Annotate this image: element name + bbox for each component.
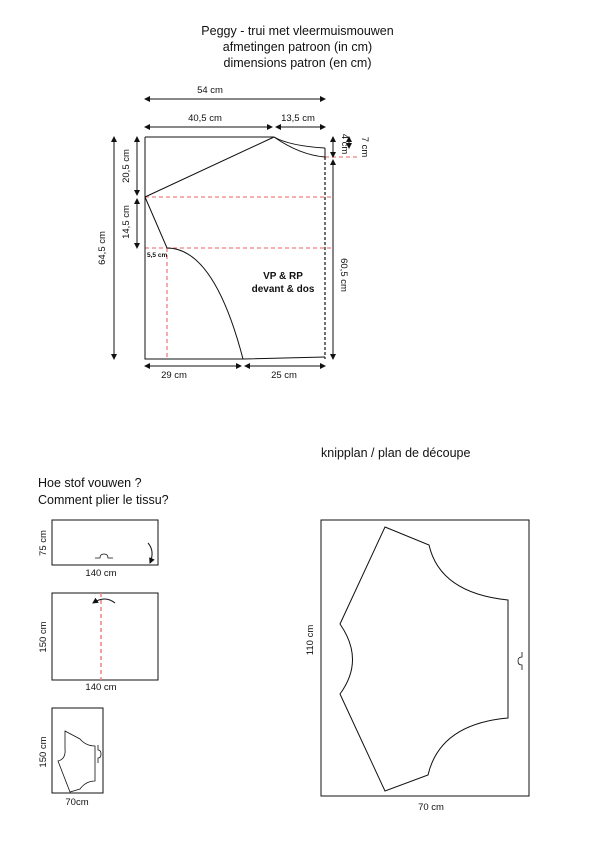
title-line-1: Peggy - trui met vleermuismouwen [201, 24, 394, 38]
fold-arrow-icon [93, 599, 115, 603]
cutting-plan [305, 520, 529, 813]
step1-height: 75 cm [38, 530, 49, 556]
title-line-3: dimensions patron (en cm) [223, 56, 372, 70]
step1-width: 140 cm [85, 568, 117, 579]
fold-title-2: Comment plier le tissu? [38, 493, 169, 507]
fold-step-3 [38, 708, 103, 808]
dim-total-width: 54 cm [197, 85, 223, 96]
dimension-arrows [114, 99, 349, 366]
dim-20-5: 20,5 cm [121, 149, 132, 183]
fold-title-1: Hoe stof vouwen ? [38, 476, 142, 490]
dim-4: 4 cm [339, 133, 350, 155]
fold-step-2 [38, 593, 158, 693]
cutting-width: 70 cm [418, 802, 444, 813]
dim-60-5: 60,5 cm [338, 258, 349, 292]
cutting-height: 110 cm [305, 624, 316, 656]
dim-sleeve-extension: 13,5 cm [281, 113, 315, 124]
fold-symbol-icon [95, 554, 113, 558]
step2-height: 150 cm [38, 621, 49, 653]
piece-label-2: devant & dos [251, 284, 315, 295]
pattern-piece [145, 137, 357, 359]
step3-height: 150 cm [38, 736, 49, 768]
title-line-2: afmetingen patroon (in cm) [222, 40, 373, 54]
pattern-outline [145, 137, 325, 359]
cutting-plan-title: knipplan / plan de découpe [321, 446, 471, 460]
fold-symbol-icon [518, 652, 522, 670]
dim-body-width: 40,5 cm [188, 113, 222, 124]
fold-step-1 [38, 520, 158, 579]
step2-width: 140 cm [85, 682, 117, 693]
dim-5-5: 5,5 cm [147, 252, 168, 259]
fold-arrow-icon [148, 543, 152, 563]
dim-7: 7 cm [359, 136, 370, 158]
fold-symbol-icon [98, 745, 101, 763]
step3-width: 70cm [65, 797, 89, 808]
dim-25: 25 cm [271, 370, 297, 381]
dim-64-5: 64,5 cm [97, 231, 108, 265]
dim-14-5: 14,5 cm [121, 205, 132, 239]
dim-29: 29 cm [161, 370, 187, 381]
cutting-piece-outline [340, 527, 508, 791]
piece-label-1: VP & RP [263, 271, 303, 282]
mini-pattern-piece [58, 731, 95, 792]
